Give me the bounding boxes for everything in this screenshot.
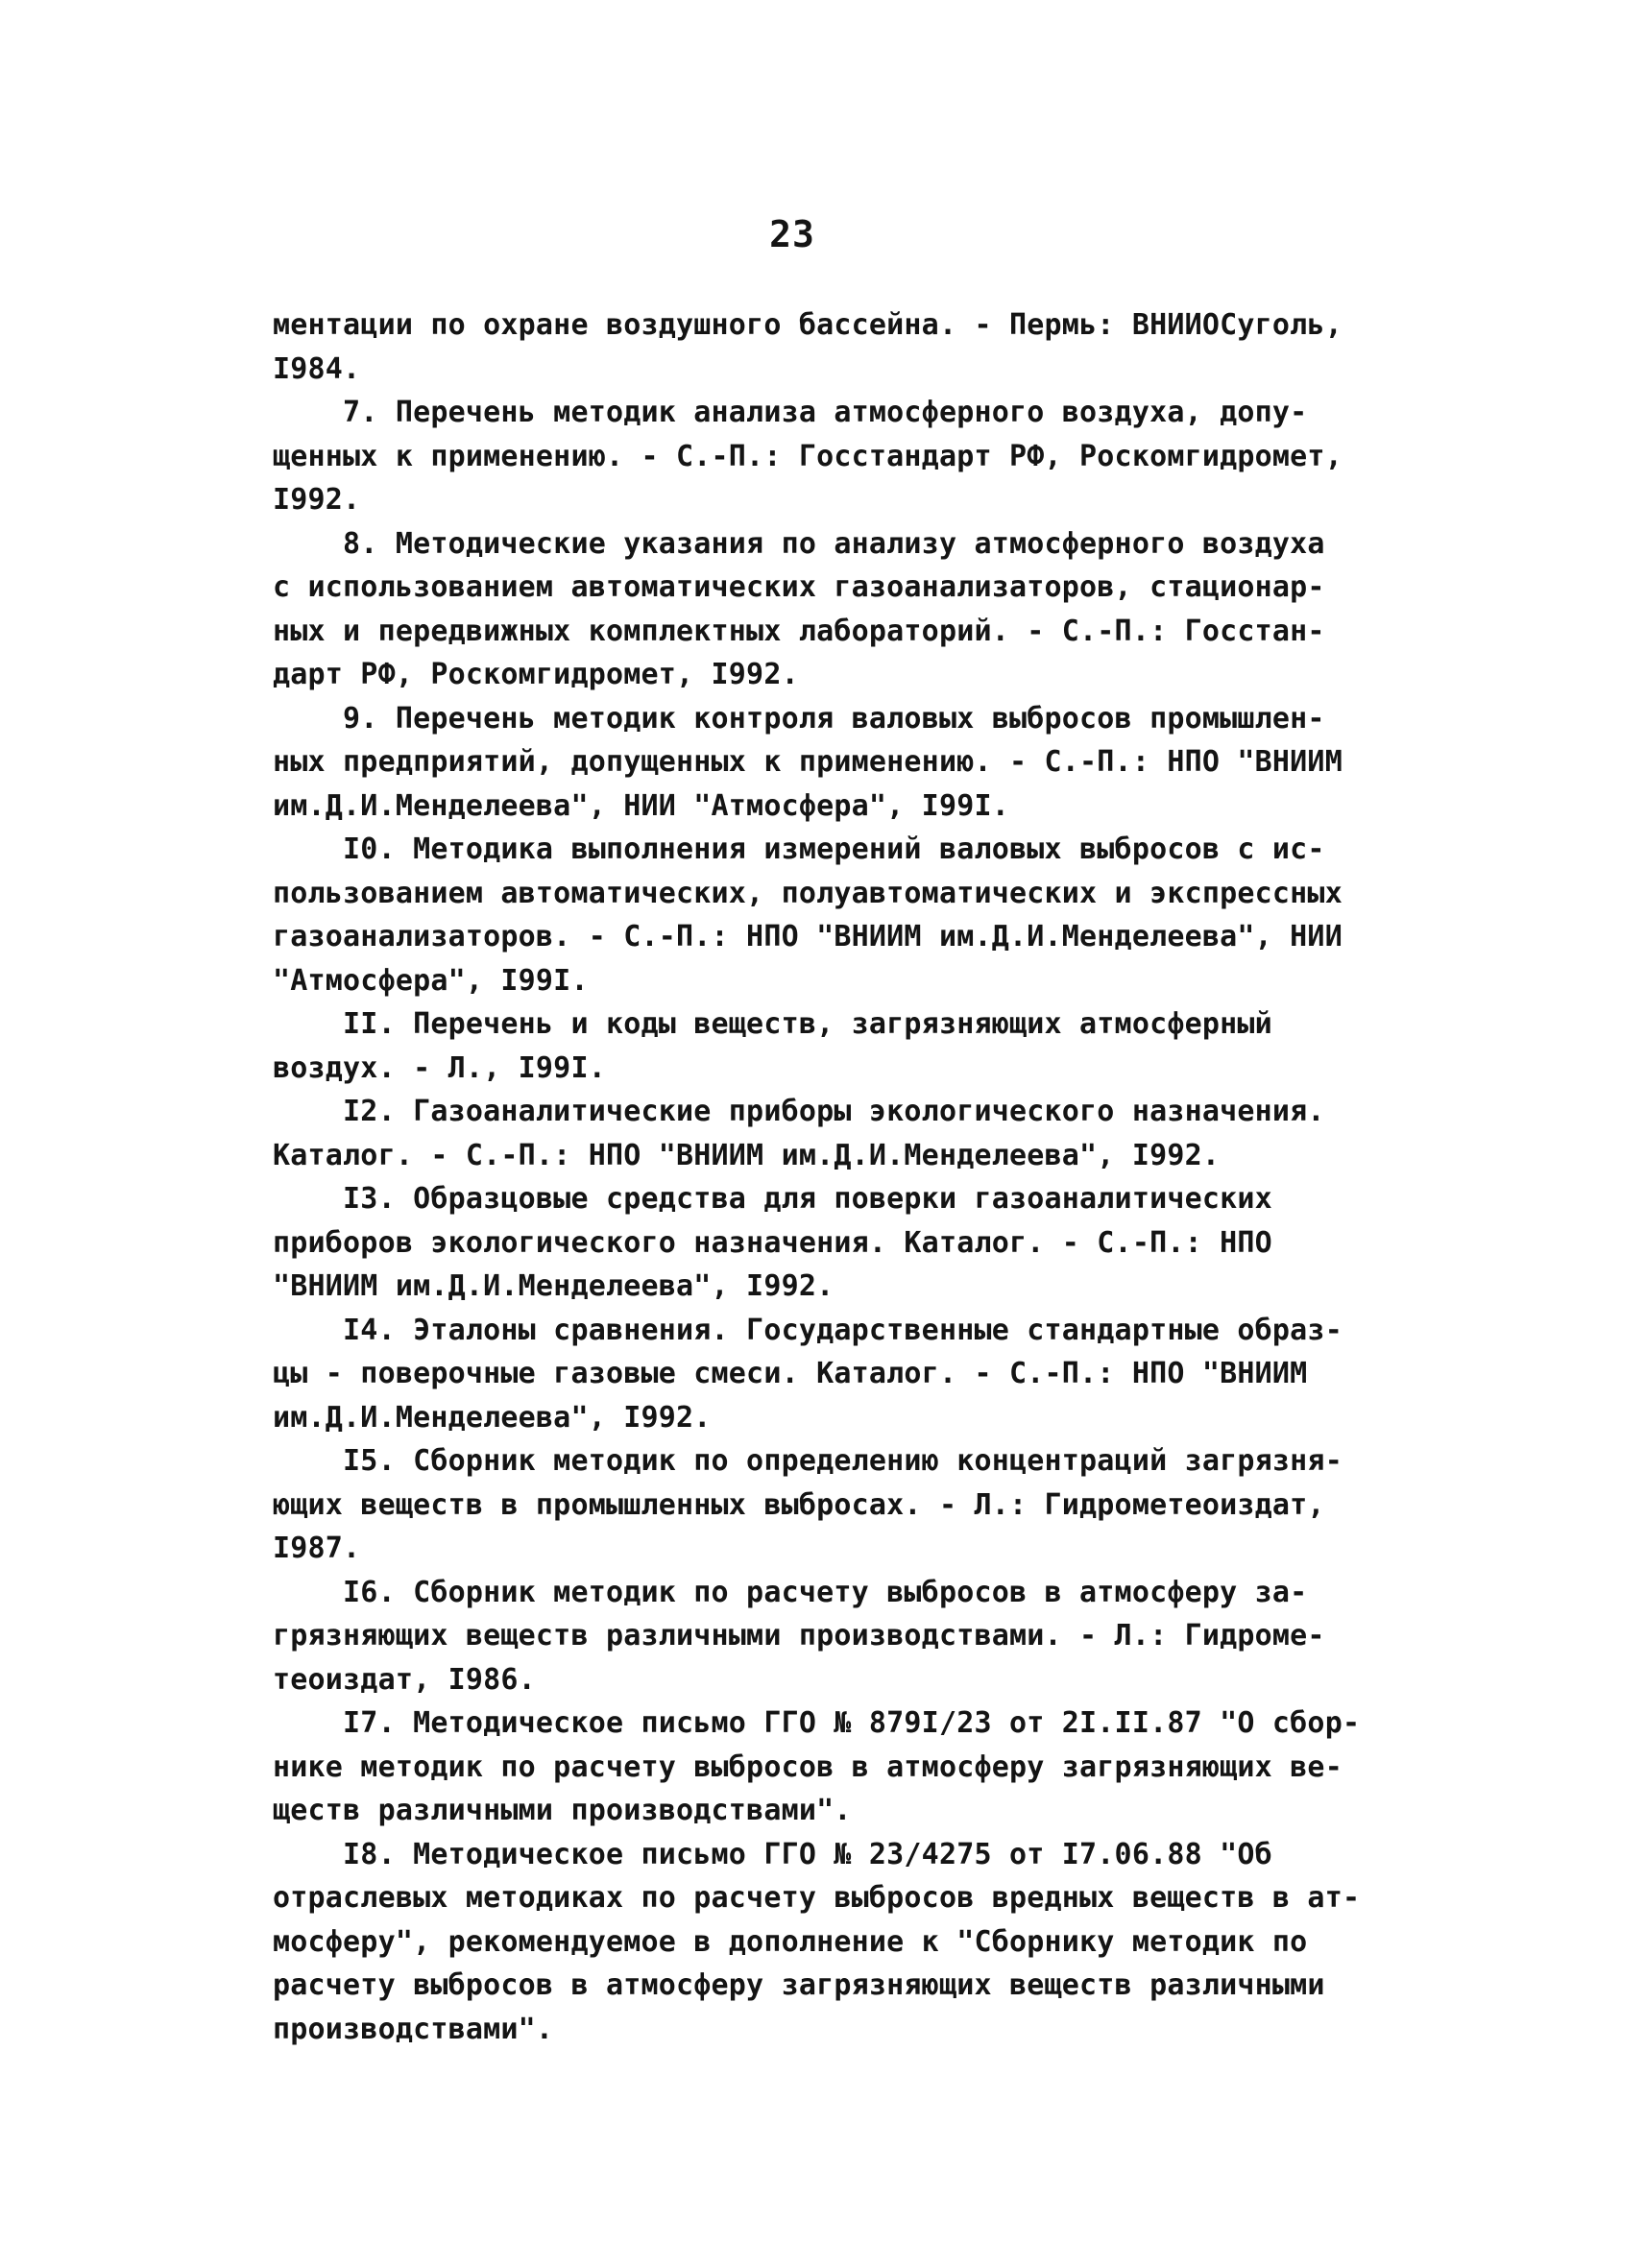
reference-line: I4. Эталоны сравнения. Государственные стандартные образ- [273,1313,1343,1347]
reference-line: с использованием автоматических газоанализаторов, стационар- [273,570,1325,604]
reference-line: I3. Образцовые средства для поверки газоаналитических [273,1182,1272,1216]
reference-line: "ВНИИМ им.Д.И.Менделеева", I992. [273,1269,835,1303]
continued-reference [273,303,1387,391]
reference-15 [273,1439,1387,1571]
reference-line: пользованием автоматических, полуавтоматических и экспрессных [273,876,1343,910]
reference-line: Каталог. - С.-П.: НПО "ВНИИМ им.Д.И.Менделеева", I992. [273,1138,1221,1172]
page-number: 23 [769,213,815,255]
reference-line: I984. [273,351,361,386]
reference-line: 7. Перечень методик анализа атмосферного воздуха, допу- [273,396,1308,429]
reference-16 [273,1571,1387,1702]
reference-line: ществ различными производствами". [273,1794,852,1827]
reference-8 [273,522,1387,697]
reference-line: им.Д.И.Менделеева", НИИ "Атмосфера", I99I. [273,788,1009,823]
reference-10 [273,828,1387,1002]
reference-11 [273,1002,1387,1090]
reference-line: им.Д.И.Менделеева", I992. [273,1400,712,1435]
reference-line: дарт РФ, Роскомгидромет, I992. [273,658,799,691]
reference-line: I5. Сборник методик по определению концентраций загрязня- [273,1444,1343,1478]
reference-line: I987. [273,1532,361,1565]
reference-line: "Атмосфера", I99I. [273,963,589,998]
reference-7 [273,391,1387,522]
reference-13 [273,1177,1387,1309]
reference-line: производствами". [273,2012,554,2046]
reference-line: I6. Сборник методик по расчету выбросов в атмосферу за- [273,1575,1308,1609]
reference-line: I7. Методическое письмо ГГО № 879I/23 от 2I.II.87 "О сбор- [273,1706,1361,1740]
reference-line: ных и передвижных комплектных лабораторий. - С.-П.: Госстан- [273,614,1325,648]
reference-line: цы - поверочные газовые смеси. Каталог. - С.-П.: НПО "ВНИИМ [273,1357,1308,1390]
reference-line: I8. Методическое письмо ГГО № 23/4275 от I7.06.88 "Об [273,1837,1272,1871]
reference-line: I0. Методика выполнения измерений валовых выбросов с ис- [273,832,1325,866]
reference-line: газоанализаторов. - С.-П.: НПО "ВНИИМ им.Д.И.Менделеева", НИИ [273,920,1343,953]
reference-line: нике методик по расчету выбросов в атмосферу загрязняющих ве- [273,1749,1343,1784]
reference-line: 9. Перечень методик контроля валовых выбросов промышлен- [273,701,1325,736]
reference-18 [273,1833,1387,2052]
reference-line: 8. Методические указания по анализу атмосферного воздуха [273,526,1325,561]
reference-line: ющих веществ в промышленных выбросах. - Л.: Гидрометеоиздат, [273,1487,1325,1522]
reference-line: щенных к применению. - С.-П.: Госстандарт РФ, Роскомгидромет, [273,439,1343,473]
reference-line: грязняющих веществ различными производствами. - Л.: Гидроме- [273,1619,1325,1653]
reference-line: ных предприятий, допущенных к применению. - С.-П.: НПО "ВНИИМ [273,745,1343,779]
reference-line: I992. [273,483,361,517]
reference-list [273,303,1387,2051]
reference-line: расчету выбросов в атмосферу загрязняющих веществ различными [273,1968,1325,2002]
reference-line: ментации по охране воздушного бассейна. - Пермь: ВНИИОСуголь, [273,308,1343,342]
reference-line: I2. Газоаналитические приборы экологического назначения. [273,1095,1325,1128]
reference-17 [273,1701,1387,1833]
reference-9 [273,697,1387,829]
reference-14 [273,1309,1387,1440]
reference-line: теоиздат, I986. [273,1662,536,1697]
reference-line: приборов экологического назначения. Каталог. - С.-П.: НПО [273,1225,1272,1260]
reference-line: отраслевых методиках по расчету выбросов вредных веществ в ат- [273,1881,1361,1915]
reference-line: мосферу", рекомендуемое в дополнение к "Сборнику методик по [273,1924,1308,1959]
reference-12 [273,1090,1387,1177]
reference-line: II. Перечень и коды веществ, загрязняющих атмосферный [273,1007,1272,1041]
reference-line: воздух. - Л., I99I. [273,1050,606,1085]
